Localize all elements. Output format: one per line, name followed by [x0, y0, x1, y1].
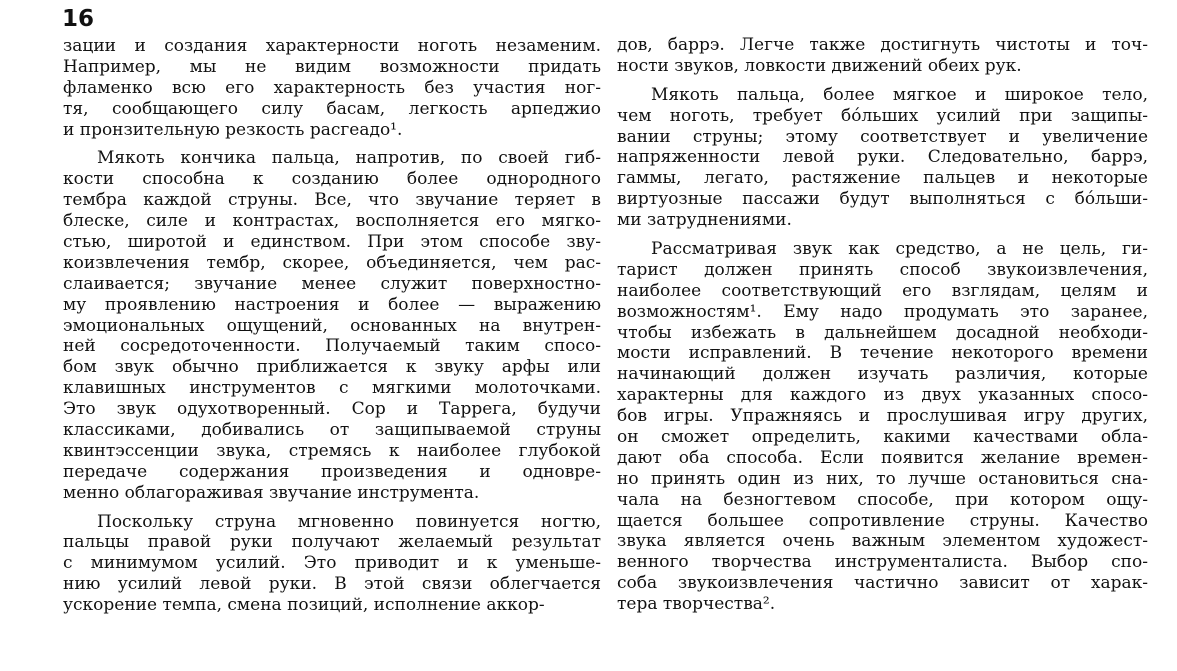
text-line: слаивается; звучание менее служит поверхностно- — [63, 273, 601, 294]
text-line: тарист должен принять способ звукоизвлечения, — [617, 259, 1148, 280]
right-column — [617, 35, 1148, 615]
text-line: эмоциональных ощущений, основанных на внутрен- — [63, 315, 601, 336]
paragraph-gap — [63, 140, 601, 148]
text-line: Это звук одухотворенный. Сор и Таррега, будучи — [63, 399, 601, 420]
text-line: соба звукоизвлечения частично зависит от харак- — [617, 573, 1148, 594]
text-line: напряженности левой руки. Следовательно, баррэ, — [617, 147, 1148, 168]
text-line: наиболее соответствующий его взглядам, целям и — [617, 280, 1148, 301]
paragraph — [617, 239, 1148, 615]
page-number: 16 — [62, 6, 95, 32]
text-line: нию усилий левой руки. В этой связи облегчается — [63, 574, 601, 595]
text-line: Мякоть кончика пальца, напротив, по своей гиб- — [97, 148, 601, 169]
text-line: начинающий должен изучать различия, которые — [617, 364, 1148, 385]
text-line: ней сосредоточенности. Получаемый таким спосо- — [63, 336, 601, 357]
paragraph-gap — [617, 77, 1148, 85]
text-line: он сможет определить, какими качествами обла- — [617, 427, 1148, 448]
paragraph — [617, 85, 1148, 231]
text-line: ми затруднениями. — [617, 210, 792, 231]
text-line: и пронзительную резкость расгеадо¹. — [63, 119, 403, 140]
text-line: чала на безногтевом способе, при котором ощу- — [617, 489, 1148, 510]
paragraph — [63, 36, 601, 140]
text-line: тера творчества². — [617, 594, 776, 615]
text-line: Рассматривая звук как средство, а не цель, ги- — [651, 239, 1148, 260]
text-line: щается большее сопротивление струны. Качество — [617, 510, 1148, 531]
text-line: фламенко всю его характерность без участия ног- — [63, 77, 601, 98]
text-line: мости исправлений. В течение некоторого времени — [617, 343, 1148, 364]
text-line: чем ноготь, требует бóльших усилий при защипы- — [617, 105, 1148, 126]
text-line: тембра каждой струны. Все, что звучание теряет в — [63, 190, 601, 211]
text-line: Мякоть пальца, более мягкое и широкое тело, — [651, 84, 1148, 105]
text-line: Например, мы не видим возможности придать — [63, 56, 601, 77]
text-line: звука является очень важным элементом художест- — [617, 531, 1148, 552]
text-line: коизвлечения тембр, скорее, объединяется, чем рас- — [63, 252, 601, 273]
text-line: кости способна к созданию более однородного — [63, 169, 601, 190]
text-line: характерны для каждого из двух указанных спосо- — [617, 385, 1148, 406]
paragraph — [63, 512, 601, 616]
text-line: вании струны; этому соответствует и увеличение — [617, 126, 1148, 147]
text-line: Поскольку струна мгновенно повинуется ногтю, — [97, 511, 601, 532]
text-line: дов, баррэ. Легче также достигнуть чистоты и точ- — [617, 35, 1148, 55]
text-line: возможностям¹. Ему надо продумать это заранее, — [617, 301, 1148, 322]
text-line: пальцы правой руки получают желаемый результат — [63, 532, 601, 553]
left-column — [63, 36, 601, 616]
text-line: бом звук обычно приближается к звуку арфы или — [63, 357, 601, 378]
text-line: квинтэссенции звука, стремясь к наиболее глубокой — [63, 440, 601, 461]
text-line: но принять один из них, то лучше остановиться сна- — [617, 468, 1148, 489]
text-line: передаче содержания произведения и одновре- — [63, 461, 601, 482]
text-line: классиками, добивались от защипываемой струны — [63, 420, 601, 441]
text-line: виртуозные пассажи будут выполняться с бóльши- — [617, 189, 1148, 210]
text-line: блеске, силе и контрастах, восполняется его мягко- — [63, 211, 601, 232]
text-line: венного творчества инструменталиста. Выбор спо- — [617, 552, 1148, 573]
text-line: зации и создания характерности ноготь незаменим. — [63, 36, 601, 56]
text-line: дают оба способа. Если появится желание времен- — [617, 447, 1148, 468]
text-line: ности звуков, ловкости движений обеих рук. — [617, 55, 1022, 76]
text-line: гаммы, легато, растяжение пальцев и некоторые — [617, 168, 1148, 189]
text-line: менно облагораживая звучание инструмента. — [63, 482, 480, 503]
text-line: клавишных инструментов с мягкими молоточками. — [63, 378, 601, 399]
text-line: му проявлению настроения и более — выражению — [63, 294, 601, 315]
paragraph-gap — [63, 504, 601, 512]
paragraph-gap — [617, 231, 1148, 239]
text-line: с минимумом усилий. Это приводит и к уменьше- — [63, 553, 601, 574]
text-line: чтобы избежать в дальнейшем досадной необходи- — [617, 322, 1148, 343]
text-line: бов игры. Упражняясь и прослушивая игру других, — [617, 406, 1148, 427]
text-line: стью, широтой и единством. При этом способе зву- — [63, 232, 601, 253]
text-line: ускорение темпа, смена позиций, исполнение аккор- — [63, 595, 545, 616]
paragraph — [617, 35, 1148, 77]
text-line: тя, сообщающего силу басам, легкость арпеджио — [63, 98, 601, 119]
paragraph — [63, 148, 601, 503]
